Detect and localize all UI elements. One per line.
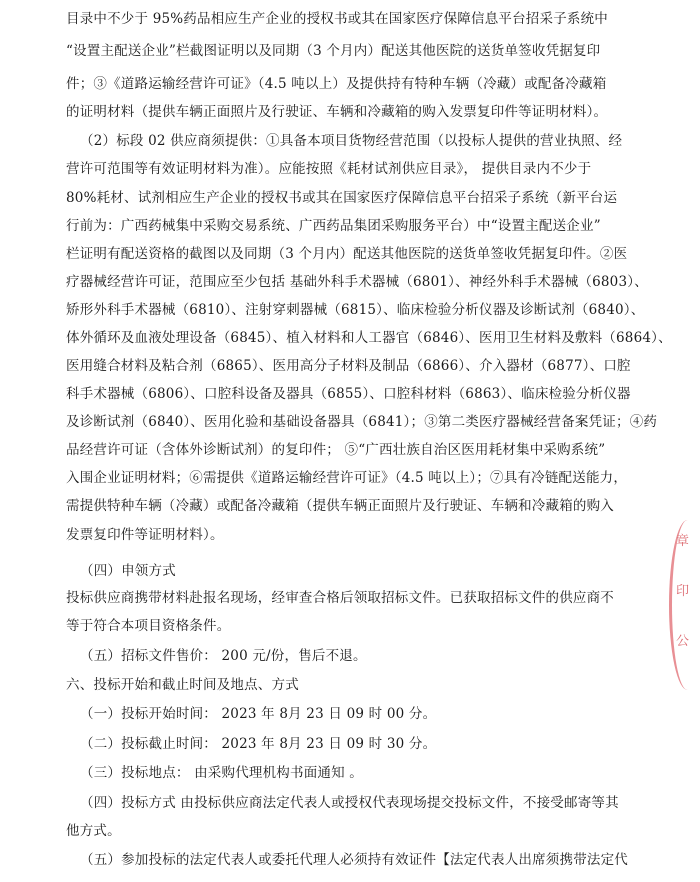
text-line: 矫形外科手术器械（6810）、注射穿刺器械（6815）、临床检验分析仪器及诊断试剂（6840）、 bbox=[66, 302, 645, 318]
text-line: （五）参加投标的法定代表人或委托代理人必须持有效证件【法定代表人出席须携带法定代 bbox=[80, 852, 628, 868]
text-line: （三）投标地点： 由采购代理机构书面通知 。 bbox=[80, 765, 363, 781]
text-line: 需提供特种车辆（冷藏）或配备冷藏箱（提供车辆正面照片及行驶证、车辆和冷藏箱的购入 bbox=[66, 498, 614, 514]
text-line: 他方式。 bbox=[66, 823, 121, 839]
text-line: 投标供应商携带材料赴报名现场，经审查合格后领取招标文件。已获取招标文件的供应商不 bbox=[66, 590, 614, 606]
text-line: 行前为：广西药械集中采购交易系统、广西药品集团采购服务平台）中“设置主配送企业” bbox=[66, 218, 601, 234]
text-line: （一）投标开始时间： 2023 年 8月 23 日 09 时 00 分。 bbox=[80, 706, 437, 722]
text-line: 医用缝合材料及粘合剂（6865）、医用高分子材料及制品（6866）、介入器材（6877）、口腔 bbox=[66, 358, 631, 374]
text-line: （2）标段 02 供应商须提供：①具备本项目货物经营范围（以投标人提供的营业执照、经 bbox=[80, 133, 623, 149]
text-line: “设置主配送企业”栏截图证明以及同期（3 个月内）配送其他医院的送货单签收凭据复印 bbox=[66, 43, 601, 59]
text-line: 营许可范围等有效证明材料为准）。应能按照《耗材试剂供应目录》， 提供目录内不少于 bbox=[66, 161, 592, 177]
text-line: 及诊断试剂（6840）、医用化验和基础设备器具（6841）；③第二类医疗器械经营备案凭证；④药 bbox=[66, 414, 658, 430]
text-line: 的证明材料（提供车辆正面照片及行驶证、车辆和冷藏箱的购入发票复印件等证明材料）。 bbox=[66, 104, 608, 120]
text-line: 六、投标开始和截止时间及地点、方式 bbox=[66, 677, 299, 693]
text-line: （四）申领方式 bbox=[80, 563, 176, 579]
text-line: 件；③《道路运输经营许可证》（4.5 吨以上）及提供持有特种车辆（冷藏）或配备冷藏箱 bbox=[66, 76, 607, 92]
text-line: 栏证明有配送资格的截图以及同期（3 个月内）配送其他医院的送货单签收凭据复印件。②医 bbox=[66, 246, 628, 262]
text-line: 品经营许可证（含体外诊断试剂）的复印件； ⑤“广西壮族自治区医用耗材集中采购系统” bbox=[66, 442, 606, 458]
red-seal-stamp: 章 印 公 bbox=[669, 520, 700, 690]
text-line: 体外循环及血液处理设备（6845）、植入材料和人工器官（6846）、医用卫生材料及敷料（6864）、 bbox=[66, 330, 672, 346]
text-line: 疗器械经营许可证，范围应至少包括 基础外科手术器械（6801）、神经外科手术器械（6803）、 bbox=[66, 274, 648, 290]
text-line: 入围企业证明材料；⑥需提供《道路运输经营许可证》（4.5 吨以上）；⑦具有冷链配送能力， bbox=[66, 470, 628, 486]
text-line: 等于符合本项目资格条件。 bbox=[66, 618, 231, 634]
text-line: （四）投标方式 由投标供应商法定代表人或授权代表现场提交投标文件，不接受邮寄等其 bbox=[80, 795, 619, 811]
text-line: 科手术器械（6806）、口腔科设备及器具（6855）、口腔科材料（6863）、临床检验分析仪器 bbox=[66, 386, 631, 402]
text-line: 目录中不少于 95%药品相应生产企业的授权书或其在国家医疗保障信息平台招采子系统中 bbox=[66, 11, 608, 27]
text-line: （二）投标截止时间： 2023 年 8月 23 日 09 时 30 分。 bbox=[80, 736, 437, 752]
text-line: （五）招标文件售价： 200 元/份，售后不退。 bbox=[80, 648, 367, 664]
text-line: 80%耗材、试剂相应生产企业的授权书或其在国家医疗保障信息平台招采子系统（新平台运 bbox=[66, 190, 618, 206]
text-line: 发票复印件等证明材料）。 bbox=[66, 527, 224, 543]
